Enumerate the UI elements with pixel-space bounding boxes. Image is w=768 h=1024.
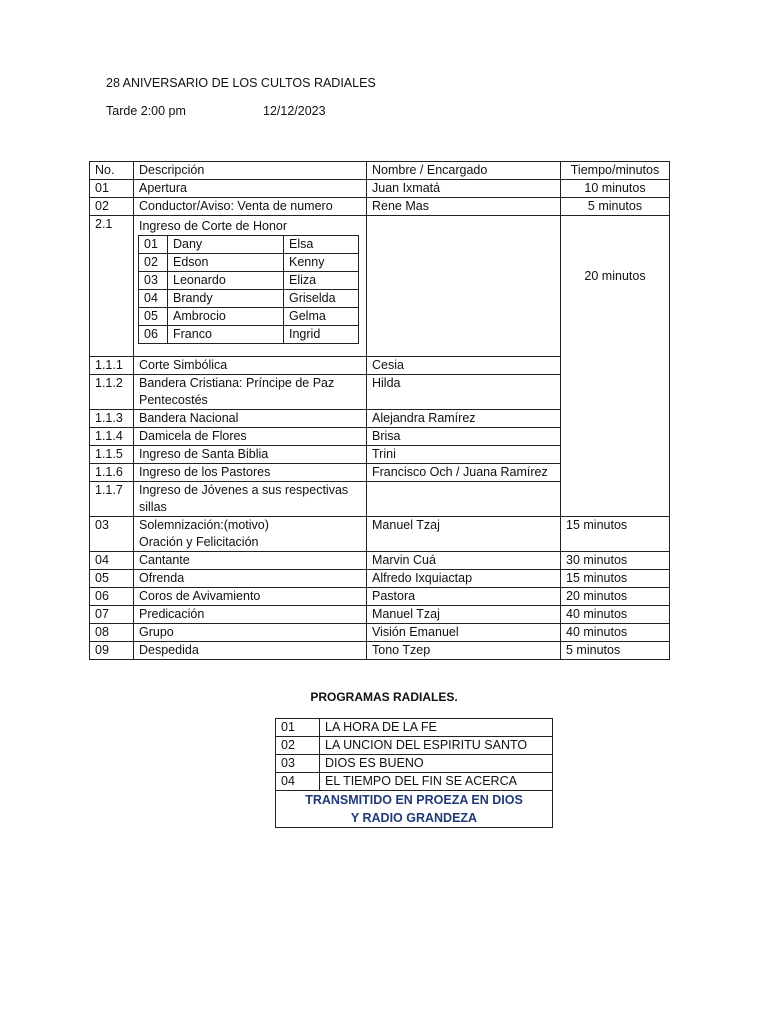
description-line: Bandera Nacional (139, 411, 239, 425)
col-header-no: No. (90, 162, 134, 180)
program-header-row (90, 162, 670, 180)
member-partner: Griselda (284, 290, 359, 308)
radio-programs-title: PROGRAMAS RADIALES. (310, 690, 458, 704)
table-row (90, 606, 670, 624)
table-row (90, 517, 670, 552)
radio-program-number: 04 (276, 773, 320, 791)
row-name (367, 482, 561, 517)
row-number: 08 (90, 624, 134, 642)
row-description (134, 198, 367, 216)
description-line: Ingreso de Santa Biblia (139, 447, 269, 461)
row-description (134, 552, 367, 570)
member-number: 05 (139, 308, 168, 326)
broadcast-note-line-2: Y RADIO GRANDEZA (350, 811, 478, 825)
description-line: Apertura (139, 181, 187, 195)
row-name: Marvin Cuá (367, 552, 561, 570)
row-description (134, 642, 367, 660)
row-number: 1.1.1 (90, 357, 134, 375)
description-line: Solemnización:(motivo) (139, 518, 269, 532)
description-line: Conductor/Aviso: Venta de numero (139, 199, 333, 213)
description-line: Damicela de Flores (139, 429, 247, 443)
table-row-honor-guard (90, 216, 670, 357)
row-name: Tono Tzep (367, 642, 561, 660)
row-name: Alejandra Ramírez (367, 410, 561, 428)
row-description (134, 428, 367, 446)
honor-guard-title: Ingreso de Corte de Honor (139, 219, 288, 233)
row-number: 07 (90, 606, 134, 624)
radio-program-name: LA HORA DE LA FE (320, 719, 553, 737)
radio-program-row (276, 737, 553, 755)
honor-guard-members-table (138, 235, 359, 344)
member-partner: Kenny (284, 254, 359, 272)
event-time: Tarde 2:00 pm (106, 104, 186, 118)
honor-guard-member-row (139, 236, 359, 254)
table-row (90, 642, 670, 660)
description-line-2: Oración y Felicitación (139, 535, 259, 549)
row-name: Juan Ixmatá (367, 180, 561, 198)
member-name: Edson (168, 254, 284, 272)
broadcast-note-row (276, 791, 553, 828)
row-name (367, 216, 561, 357)
honor-guard-member-row (139, 326, 359, 344)
member-partner: Ingrid (284, 326, 359, 344)
col-header-name: Nombre / Encargado (367, 162, 561, 180)
row-description (134, 375, 367, 410)
row-description (134, 570, 367, 588)
table-row (90, 624, 670, 642)
row-description (134, 446, 367, 464)
row-time: 40 minutos (561, 606, 670, 624)
row-name: Hilda (367, 375, 561, 410)
row-description (134, 482, 367, 517)
row-description (134, 410, 367, 428)
table-row (90, 198, 670, 216)
row-number: 05 (90, 570, 134, 588)
row-time: 40 minutos (561, 624, 670, 642)
row-number: 03 (90, 517, 134, 552)
member-name: Dany (168, 236, 284, 254)
row-description (134, 606, 367, 624)
row-number: 02 (90, 198, 134, 216)
row-name: Pastora (367, 588, 561, 606)
row-number: 1.1.7 (90, 482, 134, 517)
member-partner: Eliza (284, 272, 359, 290)
member-number: 04 (139, 290, 168, 308)
row-number: 1.1.5 (90, 446, 134, 464)
row-name: Brisa (367, 428, 561, 446)
member-number: 01 (139, 236, 168, 254)
honor-guard-member-row (139, 272, 359, 290)
broadcast-note-line-1: TRANSMITIDO EN PROEZA EN DIOS (305, 793, 523, 807)
description-line: Bandera Cristiana: Príncipe de Paz (139, 376, 335, 390)
row-number: 1.1.6 (90, 464, 134, 482)
row-name: Francisco Och / Juana Ramírez (367, 464, 561, 482)
row-description (134, 180, 367, 198)
col-header-description: Descripción (134, 162, 367, 180)
program-table (89, 161, 670, 660)
row-name: Manuel Tzaj (367, 517, 561, 552)
radio-program-row (276, 719, 553, 737)
member-partner: Elsa (284, 236, 359, 254)
row-name: Trini (367, 446, 561, 464)
radio-program-number: 03 (276, 755, 320, 773)
table-row (90, 552, 670, 570)
row-name: Cesia (367, 357, 561, 375)
row-number: 2.1 (90, 216, 134, 357)
row-description (134, 624, 367, 642)
row-name: Visión Emanuel (367, 624, 561, 642)
member-partner: Gelma (284, 308, 359, 326)
description-line: Ofrenda (139, 571, 185, 585)
member-name: Ambrocio (168, 308, 284, 326)
radio-program-name: DIOS ES BUENO (320, 755, 553, 773)
description-line-2: Pentecostés (139, 393, 208, 407)
description-line: Cantante (139, 553, 190, 567)
row-time: 15 minutos (561, 517, 670, 552)
row-name: Manuel Tzaj (367, 606, 561, 624)
description-line: Despedida (139, 643, 199, 657)
row-time: 20 minutos (561, 216, 670, 517)
member-number: 06 (139, 326, 168, 344)
page-title: 28 ANIVERSARIO DE LOS CULTOS RADIALES (106, 76, 376, 90)
row-number: 1.1.4 (90, 428, 134, 446)
row-description (134, 588, 367, 606)
row-time: 5 minutos (561, 642, 670, 660)
description-line: Ingreso de Jóvenes a sus respectivas (139, 483, 349, 497)
radio-program-name: LA UNCION DEL ESPIRITU SANTO (320, 737, 553, 755)
row-name: Alfredo Ixquiactap (367, 570, 561, 588)
table-row (90, 180, 670, 198)
table-row (90, 570, 670, 588)
description-line: Coros de Avivamiento (139, 589, 261, 603)
row-time: 5 minutos (561, 198, 670, 216)
row-time: 20 minutos (561, 588, 670, 606)
row-number: 1.1.3 (90, 410, 134, 428)
row-description (134, 517, 367, 552)
row-number: 1.1.2 (90, 375, 134, 410)
description-line-2: sillas (139, 500, 167, 514)
row-time: 10 minutos (561, 180, 670, 198)
broadcast-note (276, 791, 553, 828)
row-name: Rene Mas (367, 198, 561, 216)
row-number: 01 (90, 180, 134, 198)
row-time: 15 minutos (561, 570, 670, 588)
radio-program-row (276, 755, 553, 773)
row-description (134, 464, 367, 482)
description-line: Predicación (139, 607, 205, 621)
row-number: 09 (90, 642, 134, 660)
row-time: 30 minutos (561, 552, 670, 570)
radio-programs-table (275, 718, 553, 828)
description-line: Ingreso de los Pastores (139, 465, 271, 479)
radio-program-name: EL TIEMPO DEL FIN SE ACERCA (320, 773, 553, 791)
member-name: Brandy (168, 290, 284, 308)
honor-guard-member-row (139, 290, 359, 308)
member-name: Franco (168, 326, 284, 344)
radio-program-number: 01 (276, 719, 320, 737)
row-number: 06 (90, 588, 134, 606)
member-number: 02 (139, 254, 168, 272)
radio-program-number: 02 (276, 737, 320, 755)
description-line: Grupo (139, 625, 174, 639)
radio-program-row (276, 773, 553, 791)
honor-guard-member-row (139, 254, 359, 272)
row-description (134, 357, 367, 375)
table-row (90, 588, 670, 606)
col-header-time: Tiempo/minutos (561, 162, 670, 180)
event-date: 12/12/2023 (263, 104, 326, 118)
honor-guard-member-row (139, 308, 359, 326)
description-line: Corte Simbólica (139, 358, 228, 372)
row-number: 04 (90, 552, 134, 570)
member-number: 03 (139, 272, 168, 290)
row-description (134, 216, 367, 357)
member-name: Leonardo (168, 272, 284, 290)
